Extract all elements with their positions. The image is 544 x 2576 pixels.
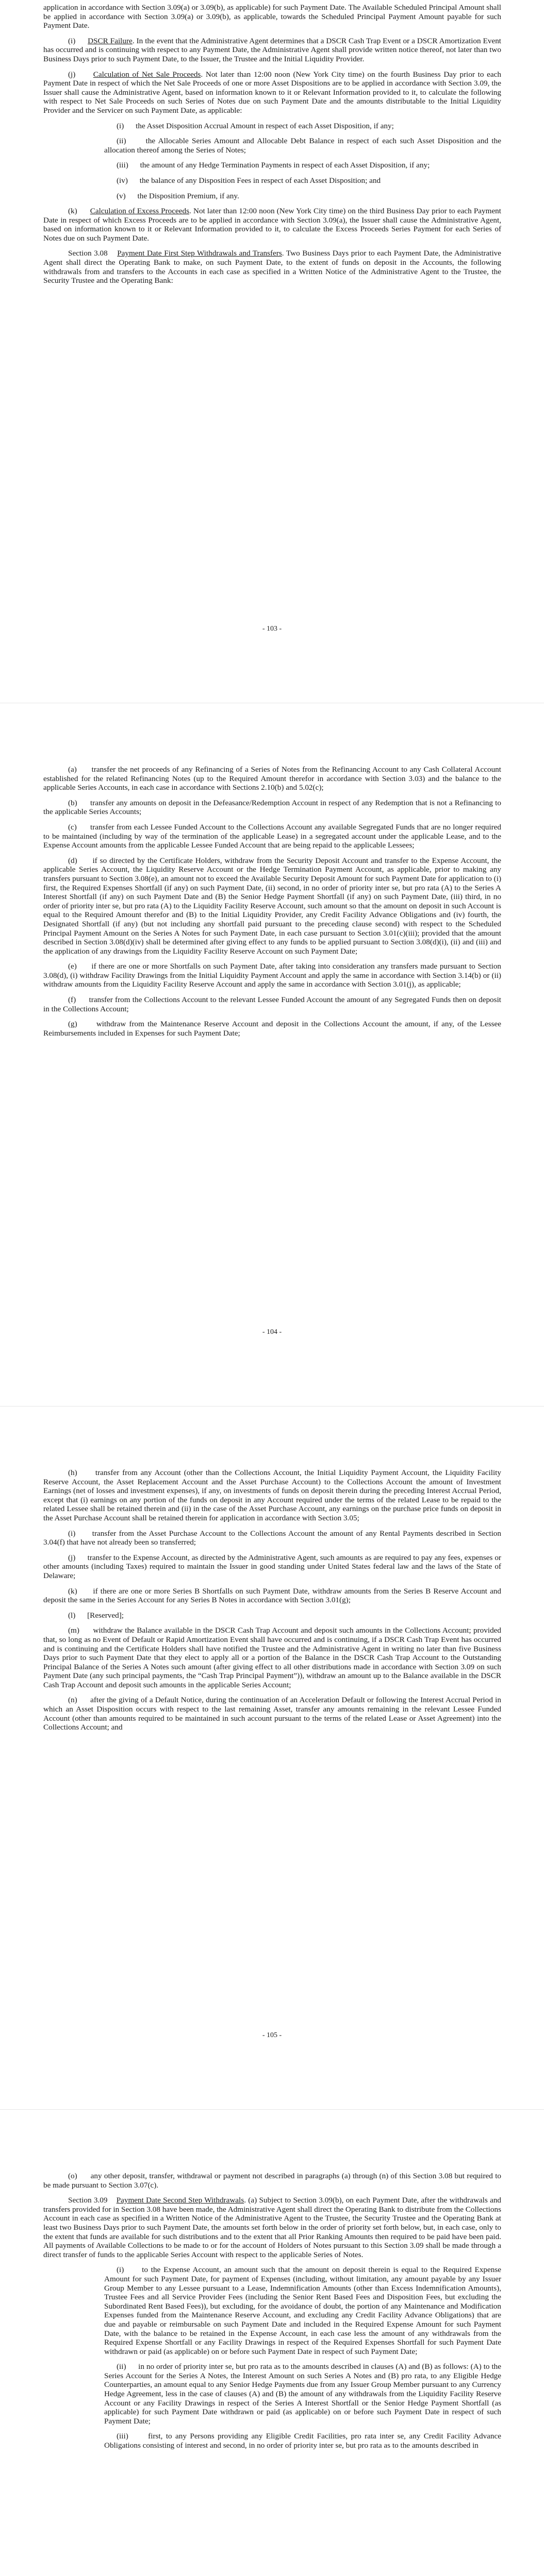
page-2-body bbox=[43, 765, 501, 1044]
paragraph: Section 3.09 Payment Date Second Step Withdrawals. (a) Subject to Section 3.09(b), on each Payment Date, after the withdrawals and transfers provided for in Section 3.08 have been made, the Administrative Agent shall direct the Operating Bank to distribute from the Collections Account in each case as specified in a Written Notice of the Administrative Agent to the Trustee, the Security Trustee and the Operating Bank at least two Business Days prior to such Payment Date, the amounts set forth below in the order of priority set forth below, but, in each case, only to the extent that funds are available for such distributions and to the extent that all Prior Ranking Amounts then required to be paid have been paid. All payments of Available Collections to be made to or for the account of Holders of Notes pursuant to this Section 3.09 shall be made through a direct transfer of funds to the applicable Series Account with respect to the applicable Series of Notes. bbox=[43, 2196, 502, 2259]
paragraph: (m) withdraw the Balance available in the DSCR Cash Trap Account and deposit such amounts in the Collections Account; provided that, so long as no Event of Default or Rapid Amortization Event shall have occurred and is continuing, if a DSCR Cash Trap Event has occurred and is continuing and the Certificate Holders shall have notified the Trustee and the Administrative Agent in writing no later than five Business Days prior to such Payment Date that they elect to apply all or a portion of the Balance in the DSCR Cash Trap Account to the Outstanding Principal Balance of the Series A Notes such amount (after giving effect to all other distributions made in accordance with Section 3.09 on such Payment Date (any such principal payments, the “Cash Trap Principal Payment”)), withdraw an amount up to the Balance available in the DSCR Cash Trap Account and deposit such amounts in the applicable Series Account; bbox=[43, 1626, 501, 1689]
sub-paragraph: (iii) the amount of any Hedge Termination Payments in respect of each Asset Disposition, if any; bbox=[117, 161, 430, 170]
paragraph: (j) Calculation of Net Sale Proceeds. Not later than 12:00 noon (New York City time) on the fourth Business Day prior to each Payment Date in respect of which the Net Sale Proceeds of one or more Asset Dispositions are to be applied in accordance with Section 3.09, the Issuer shall cause the Administrative Agent, based on information known to it or Relevant Information provided to it, to calculate the following with respect to Net Sale Proceeds on such Series of Notes due on such Payment Date and the amounts distributable to the Initial Liquidity Provider and the Servicer on such Payment Date, as applicable: bbox=[43, 70, 501, 115]
sub-paragraph: (i) the Asset Disposition Accrual Amount in respect of each Asset Disposition, if any; bbox=[117, 121, 394, 130]
paragraph: (d) if so directed by the Certificate Holders, withdraw from the Security Deposit Account and transfer to the Expense Account, the applicable Series Account, the Liquidity Reserve Account or the Hedge Termination Payment Account, as applicable, prior to making any transfers pursuant to Section 3.08(e), an amount not to exceed the Available Security Deposit Amount for such Payment Date for application to (i) first, the Required Expenses Shortfall (if any) on such Payment Date, (ii) second, in no order of priority inter se, but pro rata (A) to the Series A Interest Shortfall (if any) on such Payment Date and (B) the Senior Hedge Payment Shortfall (if any) on such Payment Date, (iii) third, in no order of priority inter se, but pro rata (A) to the Liquidity Facility Reserve Account, such amount so that the amount on deposit in such Account is equal to the Required Amount therefor and (B) to the Initial Liquidity Provider, any Credit Facility Advance Obligations and (iv) fourth, the Designated Shortfall (if any) (but not including any shortfall paid pursuant to the preceding clause second) with respect to the Scheduled Principal Payment Amount on the Series A Notes for such Payment Date, in each case pursuant to Section 3.01(c)(iii); provided that the amount described in Section 3.08(d)(iv) shall be determined after giving effect to any funds to be applied pursuant to Section 3.08(d)(i), (ii) and (iii) and the application of any drawings from the Liquidity Facility Reserve Account on such Payment Date; bbox=[43, 856, 501, 956]
section-heading: DSCR Failure bbox=[88, 36, 133, 45]
sub-paragraph: (iv) the balance of any Disposition Fees in respect of each Asset Disposition; and bbox=[117, 176, 381, 185]
paragraph: Section 3.08 Payment Date First Step Withdrawals and Transfers. Two Business Days prior to each Payment Date, the Administrative Agent shall direct the Operating Bank to make, on such Payment Date, to the extent of funds on deposit in the Accounts, the following withdrawals from and transfers to the Accounts in each case as specified in a Written Notice of the Administrative Agent to the Trustee, the Security Trustee and the Operating Bank: bbox=[43, 249, 501, 285]
paragraph: (h) transfer from any Account (other than the Collections Account, the Initial Liquidity Payment Account, the Liquidity Facility Reserve Account, the Asset Replacement Account and the Asset Purchase Account) to the Collections Account the amount of Investment Earnings (net of losses and investment expenses), if any, on investments of funds on deposit therein during the preceding Interest Accrual Period, except that (i) earnings on any portion of the funds on deposit in any Account required under the terms of the related Lease to be repaid to the related Lessee shall be retained therein and (ii) in the case of the Asset Purchase Account, any earnings on the purchase price funds on deposit in the Asset Purchase Account shall be retained therein for application in accordance with Section 3.05; bbox=[43, 1468, 501, 1522]
page-number: - 104 - bbox=[262, 1328, 282, 1336]
sub-paragraph: (iii) first, to any Persons providing any Eligible Credit Facilities, pro rata inter se, any Credit Facility Advance Obligations consisting of interest and second, in no order of priority inter se, but pro rata as to the amounts described in bbox=[104, 2432, 501, 2450]
page-number: - 103 - bbox=[262, 625, 282, 633]
document-page-2 bbox=[0, 703, 544, 1406]
section-heading: Payment Date First Step Withdrawals and Transfers bbox=[117, 249, 282, 258]
paragraph: (o) any other deposit, transfer, withdrawal or payment not described in paragraphs (a) through (n) of this Section 3.08 but required to be made pursuant to Section 3.07(c). bbox=[43, 2172, 502, 2190]
paragraph: (e) if there are one or more Shortfalls on such Payment Date, after taking into consideration any transfers made pursuant to Section 3.08(d), (i) withdraw Facility Drawings from the Initial Liquidity Payment Account and apply the same in accordance with Section 3.14(b) or (ii) withdraw amounts from the Liquidity Facility Reserve Account and apply the same in accordance with Section 3.01(j), as applicable; bbox=[43, 962, 502, 989]
paragraph: (a) transfer the net proceeds of any Refinancing of a Series of Notes from the Refinancing Account to any Cash Collateral Account established for the related Refinancing Notes (up to the Required Amount therefor in accordance with Section 3.03) and the balance to the applicable Series Accounts, in each case in accordance with Sections 2.10(b) and 5.02(c); bbox=[43, 765, 501, 792]
paragraph: (n) after the giving of a Default Notice, during the continuation of an Acceleration Default or following the Interest Accrual Period in which an Asset Disposition occurs with respect to the last remaining Asset, transfer any amounts remaining in the relevant Lessee Funded Account (other than amounts required to be maintained in such account pursuant to the terms of the related Lease or Asset Agreement) into the Collections Account; and bbox=[43, 1696, 501, 1732]
page-3-body bbox=[43, 1468, 501, 1738]
paragraph: (k) if there are one or more Series B Shortfalls on such Payment Date, withdraw amounts from the Series B Reserve Account and deposit the same in the Series Account for any Series B Notes in accordance with Section 3.01(g); bbox=[43, 1586, 501, 1605]
paragraph: (c) transfer from each Lessee Funded Account to the Collections Account any available Segregated Funds that are no longer required to be maintained (including by way of the termination of the applicable Lease) in a segregated account under the applicable Lease, and to the Expense Account amounts from the applicable Lessee Funded Account that are being repaid to the applicable Lessees; bbox=[43, 822, 502, 850]
paragraph: (k) Calculation of Excess Proceeds. Not later than 12:00 noon (New York City time) on the third Business Day prior to each Payment Date in respect of which Excess Proceeds are to be applied in accordance with Section 3.09(a), the Issuer shall cause the Administrative Agent, based on information known to it or Relevant Information provided to it, to calculate the Excess Proceeds Series Payment for each Series of Notes due on such Payment Date. bbox=[43, 207, 501, 243]
paragraph: (l) [Reserved]; bbox=[68, 1611, 124, 1620]
page-1-body bbox=[43, 3, 501, 292]
document-page-3 bbox=[0, 1406, 544, 2110]
page-number: - 105 - bbox=[262, 2031, 282, 2039]
section-heading: Calculation of Net Sale Proceeds bbox=[93, 70, 201, 79]
sub-paragraph: (ii) the Allocable Series Amount and Allocable Debt Balance in respect of each such Asset Disposition and the allocation thereof among the Series of Notes; bbox=[104, 137, 501, 155]
paragraph: (b) transfer any amounts on deposit in the Defeasance/Redemption Account in respect of any Redemption that is not a Refinancing to the applicable Series Accounts; bbox=[43, 798, 501, 817]
paragraph: (i) DSCR Failure. In the event that the Administrative Agent determines that a DSCR Cash Trap Event or a DSCR Amortization Event has occurred and is continuing with respect to any Payment Date, the Administrative Agent shall provide written notice thereof, not later than two Business Days prior to such Payment Date, to the Issuer, the Trustee and the Initial Liquidity Provider. bbox=[43, 36, 502, 63]
document-page-1 bbox=[0, 0, 544, 703]
sub-paragraph: (v) the Disposition Premium, if any. bbox=[117, 191, 239, 200]
sub-paragraph: (ii) in no order of priority inter se, but pro rata as to the amounts described in clauses (A) and (B) as follows: (A) to the Series Account for the Series A Notes, the Interest Amount on such Series A Notes and (B) pro rata, to any Eligible Hedge Counterparties, an amount equal to any Senior Hedge Payments due from any Issuer Group Member pursuant to any Currency Hedge Agreement, less in the case of clauses (A) and (B) the amount of any withdrawals from the Liquidity Facility Reserve Account or any Facility Drawings in respect of the Series A Interest Shortfall or the Senior Hedge Payment Shortfall (as applicable) for such Payment Date withdrawn or paid (as applicable) on or before such Payment Date in respect of such Payment Date; bbox=[104, 2362, 502, 2426]
page-4-body bbox=[43, 2172, 501, 2456]
paragraph: (g) withdraw from the Maintenance Reserve Account and deposit in the Collections Account the amount, if any, of the Lessee Reimbursements included in Expenses for such Payment Date; bbox=[43, 1020, 501, 1038]
paragraph: application in accordance with Section 3.09(a) or 3.09(b), as applicable) for such Payment Date. The Available Scheduled Principal Amount shall be applied in accordance with Section 3.09(a) or 3.09(b), as applicable, towards the Scheduled Principal Payment Amount payable for such Payment Date. bbox=[43, 3, 501, 30]
paragraph: (f) transfer from the Collections Account to the relevant Lessee Funded Account the amount of any Segregated Funds then on deposit in the Collections Account; bbox=[43, 995, 502, 1013]
sub-paragraph: (i) to the Expense Account, an amount such that the amount on deposit therein is equal to the Required Expense Amount for such Payment Date, for payment of Expenses (including, without limitation, any amount payable by any Issuer Group Member to any Lessee pursuant to a Lease, Indemnification Amounts (other than Excess Indemnification Amounts), Trustee Fees and all Service Provider Fees (including the Senior Rent Based Fees and Disposition Fees, but excluding the Subordinated Rent Based Fees)), but excluding, for the avoidance of doubt, the portion of any Maintenance and Modification Expenses funded from the Maintenance Reserve Account, and excluding any Credit Facility Advance Obligations) that are due and payable or reimbursable on such Payment Date and included in the Required Expense Amount for such Payment Date, with the balance to be retained in the Expense Account, in each case less the amount of any withdrawals from the Required Expense Shortfall or any Facility Drawings in respect of the Required Expenses Shortfall for such Payment Date withdrawn or paid (as applicable) on or before such Payment Date in respect of such Payment Date; bbox=[104, 2265, 502, 2356]
paragraph: (j) transfer to the Expense Account, as directed by the Administrative Agent, such amounts as are required to pay any fees, expenses or other amounts (including Taxes) required to maintain the Issuer in good standing under United States federal law and the laws of the State of Delaware; bbox=[43, 1553, 501, 1580]
section-heading: Payment Date Second Step Withdrawals bbox=[116, 2196, 244, 2205]
section-heading: Calculation of Excess Proceeds bbox=[90, 207, 189, 216]
paragraph: (i) transfer from the Asset Purchase Account to the Collections Account the amount of any Rental Payments described in Section 3.04(f) that have not already been so transferred; bbox=[43, 1529, 501, 1547]
document-page-4 bbox=[0, 2110, 544, 2576]
